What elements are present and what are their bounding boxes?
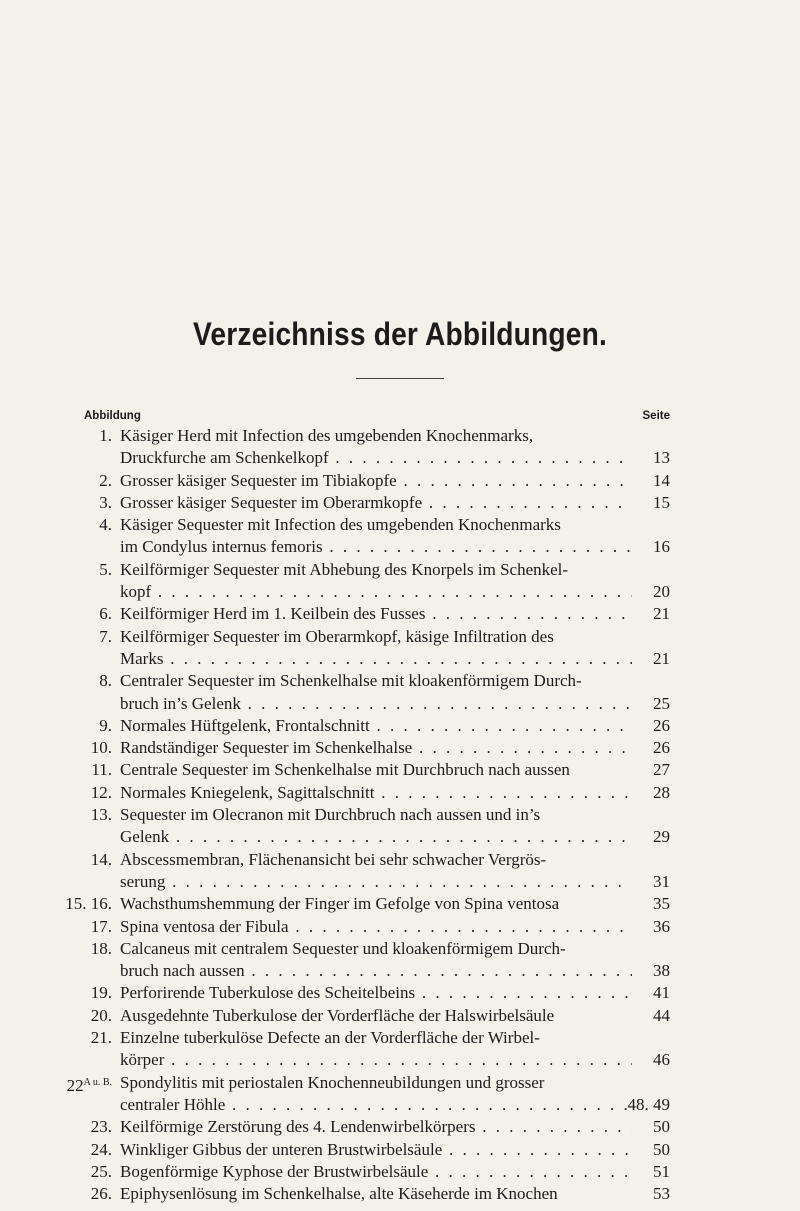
list-item [0,938,800,983]
entry-line [0,559,800,581]
figure-caption: Perforirende Tuberkulose des Scheitelbeins . . . [120,982,632,1004]
dot-leader [412,738,632,757]
figure-caption: Wachsthumshemmung der Finger im Gefolge von Spina ventosa [120,894,560,914]
figure-number: 18. [90,938,112,958]
figure-caption: Grosser käsiger Sequester im Oberarmkopfe . . . [120,492,632,514]
page-number: 13 [653,448,670,468]
dot-leader [289,917,632,936]
list-item [0,1005,800,1027]
entry-line [0,1116,800,1138]
figure-caption: Sequester im Olecranon mit Durchbruch nach aussen und in’s [120,805,541,825]
list-item [0,670,800,715]
entry-line [0,982,800,1004]
entry-line [0,470,800,492]
figure-number: 23. [90,1117,112,1137]
page-number: 21 [653,604,670,624]
entry-line [0,1005,800,1027]
dot-leader [245,961,632,980]
figure-number: 20. [90,1005,112,1025]
list-item [0,759,800,781]
list-item [0,425,800,470]
dot-leader [415,983,632,1002]
page-number: 26 [653,738,670,758]
figure-caption: Normales Kniegelenk, Sagittalschnitt . . . [120,782,632,804]
dot-leader [475,1117,632,1136]
figure-number: 24. [90,1139,112,1159]
figure-number: 13. [90,805,112,825]
page-number: 28 [653,782,670,802]
entry-line [0,938,800,960]
entry-line [0,447,800,469]
figure-caption: Winkliger Gibbus der unteren Brustwirbelsäule . . . [120,1139,632,1161]
figure-number: 19. [90,983,112,1003]
figure-caption: centraler Höhle . . . [120,1094,632,1116]
entry-line [0,782,800,804]
list-item [0,715,800,737]
list-item [0,626,800,671]
entry-line [0,425,800,447]
page-number: 48. 49 [627,1094,670,1114]
figure-number: 14. [90,849,112,869]
entry-line [0,670,800,692]
dot-leader [241,694,632,713]
list-item [0,1161,800,1183]
figure-caption: im Condylus internus femoris . . . [120,536,632,558]
dot-leader [329,448,632,467]
figure-number: 3. [99,492,112,512]
page-number: 50 [653,1117,670,1137]
column-header-figure: Abbildung [84,410,141,422]
dot-leader [169,827,632,846]
column-header-page: Seite [642,410,670,422]
figure-caption: Randständiger Sequester im Schenkelhalse . . . [120,737,632,759]
figure-caption: Marks . . . [120,648,632,670]
page-number: 29 [653,827,670,847]
entry-line [0,536,800,558]
figure-number: 2. [99,470,112,490]
figure-number: 12. [90,782,112,802]
figure-caption: Normales Hüftgelenk, Frontalschnitt . . . [120,715,632,737]
figure-number: 15. 16. [65,894,112,914]
entry-line [0,1094,800,1116]
figure-caption: Käsiger Sequester mit Infection des umgebenden Knochenmarks [120,515,561,535]
list-item [0,492,800,514]
page-number: 20 [653,582,670,602]
dot-leader [425,604,632,623]
figure-caption: Grosser käsiger Sequester im Tibiakopfe . . . [120,470,632,492]
figure-number: 10. [90,738,112,758]
figure-number: 26. [90,1184,112,1204]
figure-caption: Calcaneus mit centralem Sequester und kloakenförmigem Durch- [120,938,566,958]
entry-line [0,893,800,915]
figure-caption: serung . . . [120,871,632,893]
page-number: 46 [653,1050,670,1070]
entry-line [0,916,800,938]
figure-number: 9. [99,715,112,735]
entry-line [0,715,800,737]
list-item [0,737,800,759]
page-number: 16 [653,537,670,557]
figure-caption: Bogenförmige Kyphose der Brustwirbelsäule . . . [120,1161,632,1183]
list-item [0,916,800,938]
page-number: 31 [653,871,670,891]
list-item [0,782,800,804]
entry-line [0,581,800,603]
dot-leader [422,493,632,512]
figure-caption: Abscessmembran, Flächenansicht bei sehr schwacher Vergrös- [120,849,547,869]
entry-line [0,759,800,781]
figure-caption: Druckfurche am Schenkelkopf . . . [120,447,632,469]
list-item [0,514,800,559]
page-number: 44 [653,1005,670,1025]
figure-number: 1. [99,426,112,445]
figure-caption: bruch in’s Gelenk . . . [120,693,632,715]
entry-line [0,871,800,893]
figure-list [0,425,800,1205]
list-item [0,603,800,625]
figure-number: 17. [90,916,112,936]
entry-line [0,492,800,514]
dot-leader [397,471,632,490]
page-number: 14 [653,470,670,490]
page-number: 25 [653,693,670,713]
page-number: 21 [653,648,670,668]
entry-line [0,693,800,715]
list-item [0,982,800,1004]
page-number: 41 [653,983,670,1003]
entry-line [0,849,800,871]
entry-line [0,826,800,848]
figure-caption: Spina ventosa der Fibula . . . [120,916,632,938]
figure-caption: Gelenk . . . [120,826,632,848]
page-number: 36 [653,916,670,936]
page-title: Verzeichniss der Abbildungen. [192,316,608,352]
page-number: 38 [653,961,670,981]
figure-number: 6. [99,604,112,624]
figure-caption: Keilförmiger Sequester mit Abhebung des Knorpels im Schenkel- [120,559,569,579]
list-item [0,559,800,604]
entry-line [0,603,800,625]
entry-line [0,804,800,826]
page-number: 35 [653,894,670,914]
figure-number: 11. [91,760,112,780]
entry-line [0,1139,800,1161]
figure-caption: körper . . . [120,1049,632,1071]
dot-leader [370,716,632,735]
figure-caption: Epiphysenlösung im Schenkelhalse, alte Käseherde im Knochen [120,1184,558,1204]
figure-caption: Käsiger Herd mit Infection des umgebenden Knochenmarks, [120,426,534,445]
dot-leader [151,582,632,601]
dot-leader [442,1140,632,1159]
entry-line [0,1183,800,1205]
figure-number-suffix: A u. B. [83,1076,112,1088]
page-number: 26 [653,715,670,735]
list-item [0,893,800,915]
list-item [0,1116,800,1138]
figure-caption: kopf . . . [120,581,632,603]
list-item [0,1072,800,1117]
dot-leader [428,1162,632,1181]
figure-number: 25. [90,1161,112,1181]
figure-caption: Keilförmiger Sequester im Oberarmkopf, käsige Infiltration des [120,626,554,646]
dot-leader [165,872,632,891]
figure-number: 7. [99,626,112,646]
figure-number: 8. [99,671,112,691]
figure-number: $22^{A u. B.}$ [66,1075,112,1095]
entry-line [0,1072,800,1094]
entry-line [0,737,800,759]
page-number: 53 [653,1184,670,1204]
dot-leader [164,1050,632,1069]
entry-line [0,1027,800,1049]
entry-line [0,1049,800,1071]
entry-line [0,1161,800,1183]
title-divider [356,378,444,379]
entry-line [0,626,800,648]
dot-leader [374,783,632,802]
dot-leader [163,649,632,668]
list-item [0,1183,800,1205]
figure-number: 4. [99,515,112,535]
figure-number: 21. [90,1028,112,1048]
figure-caption: Keilförmige Zerstörung des 4. Lendenwirbelkörpers . . . [120,1116,632,1138]
figure-caption: Centrale Sequester im Schenkelhalse mit Durchbruch nach aussen [120,760,570,780]
page-number: 50 [653,1139,670,1159]
figure-caption: Einzelne tuberkulöse Defecte an der Vorderfläche der Wirbel- [120,1028,540,1048]
page-number: 51 [653,1161,670,1181]
dot-leader [323,537,632,556]
figure-caption: Keilförmiger Herd im 1. Keilbein des Fusses . . . [120,603,632,625]
list-item [0,1139,800,1161]
page-number: 27 [653,760,670,780]
entry-line [0,514,800,536]
list-item [0,849,800,894]
figure-caption: Ausgedehnte Tuberkulose der Vorderfläche der Halswirbelsäule [120,1005,555,1025]
list-item [0,804,800,849]
entry-line [0,960,800,982]
figure-caption: bruch nach aussen . . . [120,960,632,982]
list-item [0,470,800,492]
figure-caption: Spondylitis mit periostalen Knochenneubildungen und grosser [120,1072,545,1092]
entry-line [0,648,800,670]
figure-caption: Centraler Sequester im Schenkelhalse mit kloakenförmigem Durch- [120,671,582,691]
page-number: 15 [653,492,670,512]
figure-number: 5. [99,559,112,579]
list-item [0,1027,800,1072]
dot-leader [225,1095,632,1114]
